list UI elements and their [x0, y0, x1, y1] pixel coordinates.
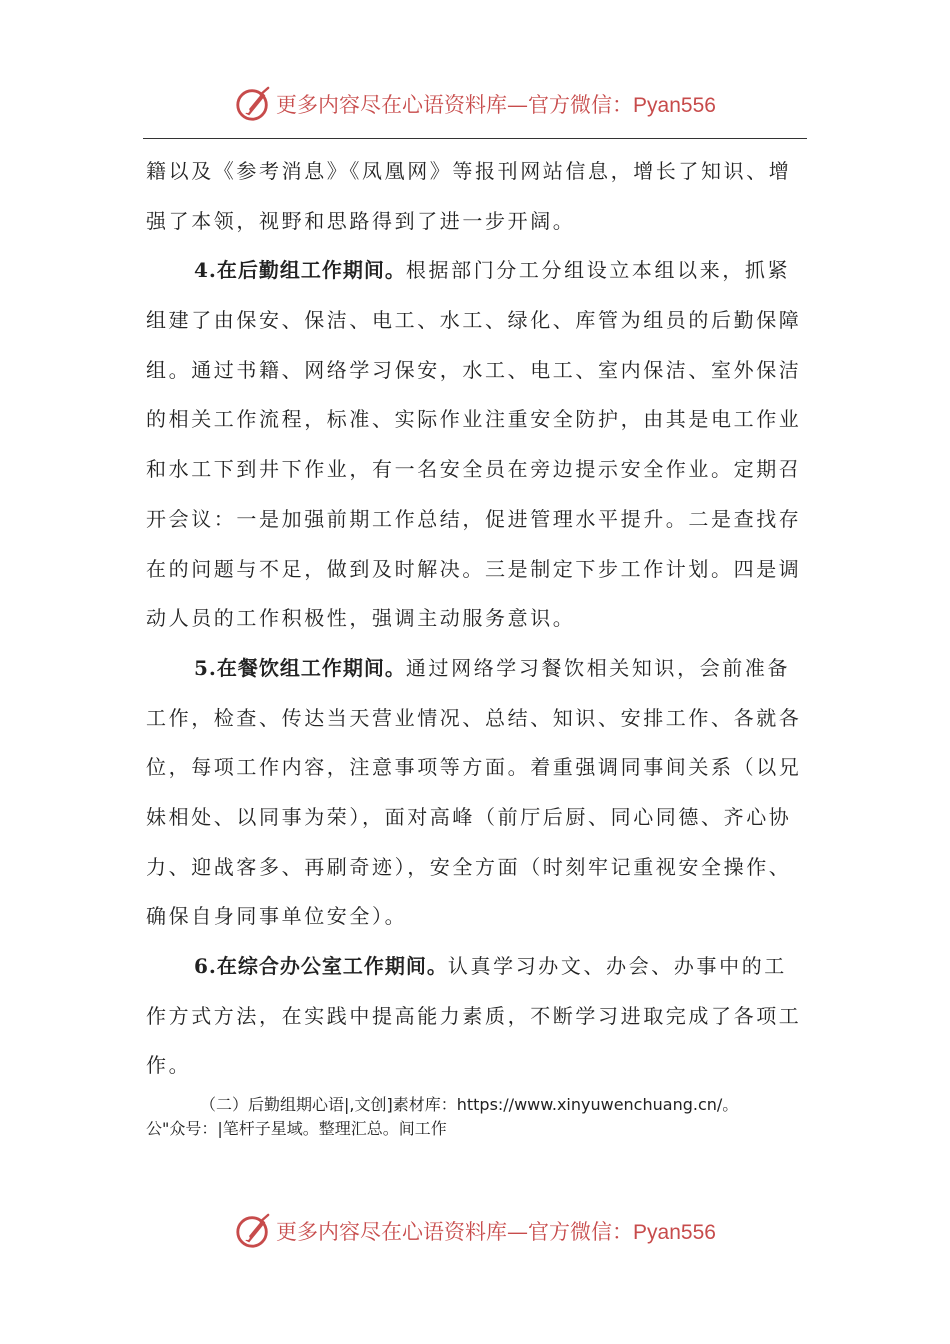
- footer-banner: [0, 1209, 950, 1253]
- banner-wechat-id: Pyan556: [633, 94, 716, 117]
- section-heading: 6.在综合办公室工作期间。: [194, 954, 448, 978]
- section-heading: 4.在后勤组工作期间。: [194, 258, 406, 283]
- text-span: 通过网络学习餐饮相关知识，会前准备: [405, 655, 791, 680]
- quill-logo-icon: [234, 85, 272, 123]
- text-line: 作。: [146, 1053, 192, 1078]
- text-line: 籍以及《参考消息》《凤凰网》等报刊网站信息，增长了知识、增: [146, 159, 792, 183]
- text-line: 位，每项工作内容，注意事项等方面。着重强调同事间关系（以兄: [146, 755, 802, 780]
- text-line: 组建了由保安、保洁、电工、水工、绿化、库管为组员的后勤保障: [146, 308, 802, 333]
- header-banner: [0, 82, 950, 126]
- text-line: 组。通过书籍、网络学习保安，水工、电工、室内保洁、室外保洁: [146, 357, 802, 382]
- section-heading: 5.在餐饮组工作期间。: [194, 655, 406, 680]
- paragraph-continuation: [146, 147, 806, 246]
- paragraph-catering-group: [146, 644, 806, 942]
- text-line: [146, 644, 806, 694]
- text-line: 力、迎战客多、再刷奇迹），安全方面（时刻牢记重视安全操作、: [146, 854, 792, 879]
- text-line: 和水工下到井下作业，有一名安全员在旁边提示安全作业。定期召: [146, 457, 802, 482]
- banner-slogan: 更多内容尽在心语资料库—官方微信：: [276, 93, 634, 117]
- paragraph-logistics-group: [146, 246, 806, 644]
- document-body: [146, 147, 806, 1091]
- banner-title: [276, 89, 716, 119]
- paragraph-general-office: [146, 942, 806, 1091]
- footer-note-line: （二）后勤组期心语|,文创]素材库：https://www.xinyuwenchuang.cn/。: [200, 1095, 739, 1114]
- text-line: 的相关工作流程，标准、实际作业注重安全防护，由其是电工作业: [146, 407, 802, 432]
- text-line: 动人员的工作积极性，强调主动服务意识。: [146, 606, 576, 631]
- quill-logo-icon: [234, 1212, 272, 1250]
- text-line: 确保自身同事单位安全）。: [146, 904, 408, 929]
- text-line: [146, 942, 806, 992]
- footer-note: [146, 1093, 806, 1141]
- text-line: 强了本领，视野和思路得到了进一步开阔。: [146, 208, 576, 233]
- text-line: 作方式方法，在实践中提高能力素质，不断学习进取完成了各项工: [146, 1003, 802, 1028]
- text-line: [146, 246, 806, 296]
- text-line: 妹相处、以同事为荣），面对高峰（前厅后厨、同心同德、齐心协: [146, 804, 792, 829]
- banner-wechat-id: Pyan556: [633, 1221, 716, 1244]
- text-span: 认真学习办文、办会、办事中的工: [447, 954, 787, 978]
- header-divider: [143, 138, 807, 139]
- banner-title: [276, 1216, 716, 1246]
- text-line: 开会议：一是加强前期工作总结，促进管理水平提升。二是查找存: [146, 506, 802, 531]
- banner-slogan: 更多内容尽在心语资料库—官方微信：: [276, 1220, 634, 1244]
- text-span: 根据部门分工分组设立本组以来，抓紧: [405, 258, 791, 283]
- text-line: 工作，检查、传达当天营业情况、总结、知识、安排工作、各就各: [146, 705, 802, 730]
- text-line: 在的问题与不足，做到及时解决。三是制定下步工作计划。四是调: [146, 556, 802, 581]
- footer-note-line: 公"众号：|笔杆子星域。整理汇总。间工作: [146, 1119, 447, 1138]
